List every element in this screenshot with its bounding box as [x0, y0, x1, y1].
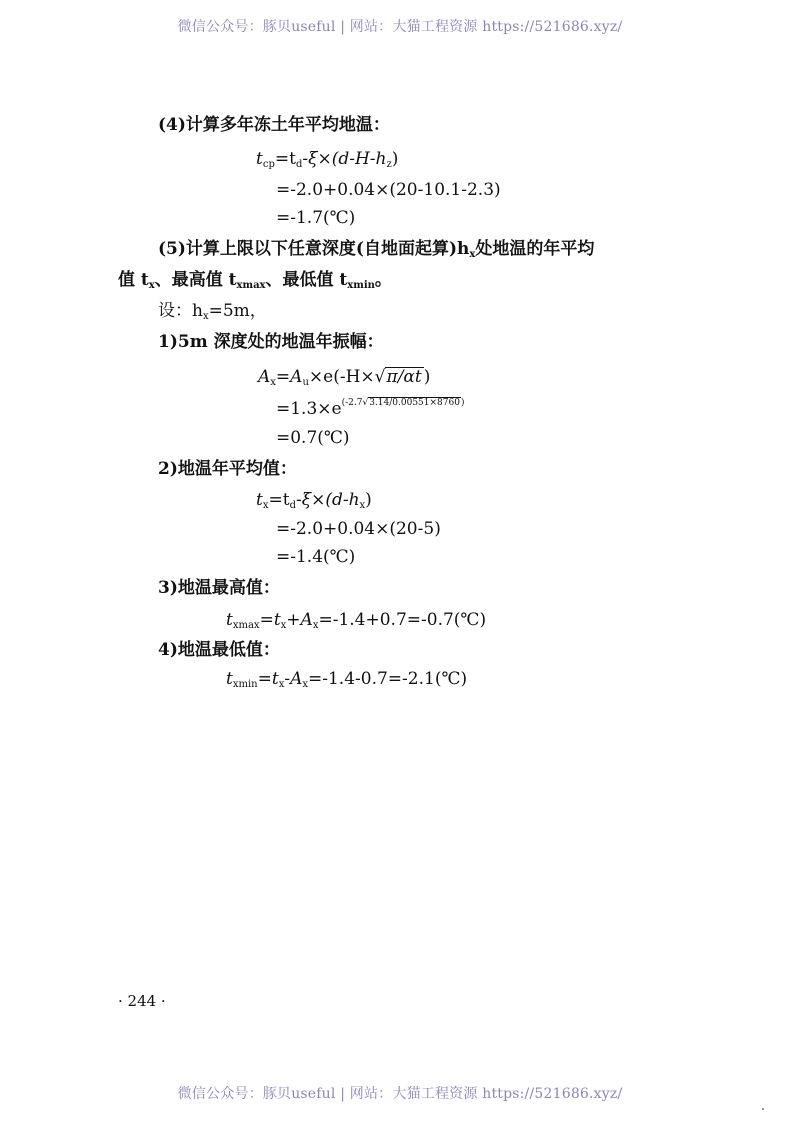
equation-txmin [226, 668, 467, 690]
exponent-part: (-2.7 [341, 398, 363, 408]
heading-text: 、最高值 t [154, 270, 237, 290]
equation-ax-result: =0.7(℃) [276, 428, 350, 448]
equation-ax-formula: $A_x=A_u\times e(-H\times√\pi/\alpha t$ ) [258, 367, 431, 388]
formula-part: =t [268, 490, 290, 510]
symbol: t [226, 669, 233, 689]
subscript: xmin [347, 280, 375, 291]
subscript: x [312, 620, 319, 631]
formula-part: =-1.4+0.7=-0.7(℃) [318, 610, 487, 630]
formula-part: ) [391, 149, 399, 169]
heading-text: 、最低值 t [265, 270, 348, 290]
subscript: x [148, 280, 155, 291]
step-1-heading: 1)5m 深度处的地温年振幅： [158, 332, 384, 352]
formula-part: ×e(-H× [308, 367, 375, 387]
subscript: x [302, 679, 308, 690]
exponent: (-2.7√3.14/0.00551×8760) [341, 398, 465, 408]
equation-tx-substitution: =-2.0+0.04×(20-5) [276, 519, 441, 539]
subscript: d [289, 500, 296, 511]
text: =5m， [208, 301, 267, 321]
equation-ax-substitution [276, 397, 464, 420]
formula-part: =1.3×e [276, 399, 342, 419]
formula-part: =-1.4-0.7=-2.1(℃) [308, 669, 468, 689]
formula-part: -ξ×(d-H-h [302, 149, 387, 169]
exponent-sqrt: 3.14/0.00551×8760 [369, 398, 460, 408]
watermark-top: 微信公众号：豚贝useful | 网站：大猫工程资源 https://521686.xyz/ [177, 19, 623, 35]
subscript: xmin [232, 679, 258, 690]
formula-part: +A [286, 610, 313, 630]
symbol: t [256, 149, 263, 169]
watermark-bottom: 微信公众号：豚贝useful | 网站：大猫工程资源 https://521686.xyz/ [177, 1086, 623, 1102]
assumption-line [158, 300, 267, 322]
formula-part: -A [284, 669, 303, 689]
subscript: z [386, 159, 392, 170]
scan-speck [762, 1108, 764, 1110]
subscript: x [270, 377, 276, 388]
subscript: x [262, 500, 269, 511]
equation-tcp-result: =-1.7(℃) [276, 208, 356, 228]
step-3-heading: 3)地温最高值： [158, 578, 280, 598]
symbol: t [226, 610, 233, 630]
subscript: cp [262, 159, 275, 170]
subscript: xmax [236, 280, 266, 291]
subscript: x [469, 249, 476, 260]
equation-tx-result: =-1.4(℃) [276, 547, 356, 567]
subscript: x [202, 311, 209, 322]
formula-part: =t [259, 610, 281, 630]
formula-part: -ξ×(d-h [295, 490, 360, 510]
heading-text: (5)计算上限以下任意深度(自地面起算)h [158, 239, 470, 259]
exponent-part: ) [460, 398, 465, 408]
heading-text: 。 [374, 270, 392, 290]
section-5-heading-cont [118, 269, 392, 291]
formula-part: =t [257, 669, 279, 689]
heading-text: 值 t [118, 270, 149, 290]
formula-part: ) [365, 490, 372, 510]
symbol: A [258, 367, 271, 387]
subscript: x [278, 679, 285, 690]
subscript: x [359, 500, 366, 511]
equation-tcp-substitution: =-2.0+0.04×(20-10.1-2.3) [276, 180, 501, 200]
text: 设：h [158, 301, 203, 321]
sqrt-expression: π/αt [386, 367, 422, 387]
subscript: u [302, 377, 309, 388]
equation-tcp-formula [256, 148, 398, 170]
subscript: d [295, 159, 303, 170]
equation-tx-formula [256, 489, 372, 511]
step-4-heading: 4)地温最低值： [158, 640, 280, 660]
page-number: · 244 · [118, 992, 166, 1010]
symbol: t [256, 490, 263, 510]
formula-part: ) [423, 367, 431, 387]
heading-text: 处地温的年平均 [475, 239, 595, 259]
section-4-heading: (4)计算多年冻土年平均地温： [158, 115, 390, 135]
formula-part: =A [275, 367, 303, 387]
subscript: x [280, 620, 287, 631]
formula-part: =t [274, 149, 296, 169]
equation-txmax [226, 609, 486, 631]
subscript: xmax [232, 620, 260, 631]
step-2-heading: 2)地温年平均值： [158, 459, 297, 479]
section-5-heading [158, 238, 594, 260]
